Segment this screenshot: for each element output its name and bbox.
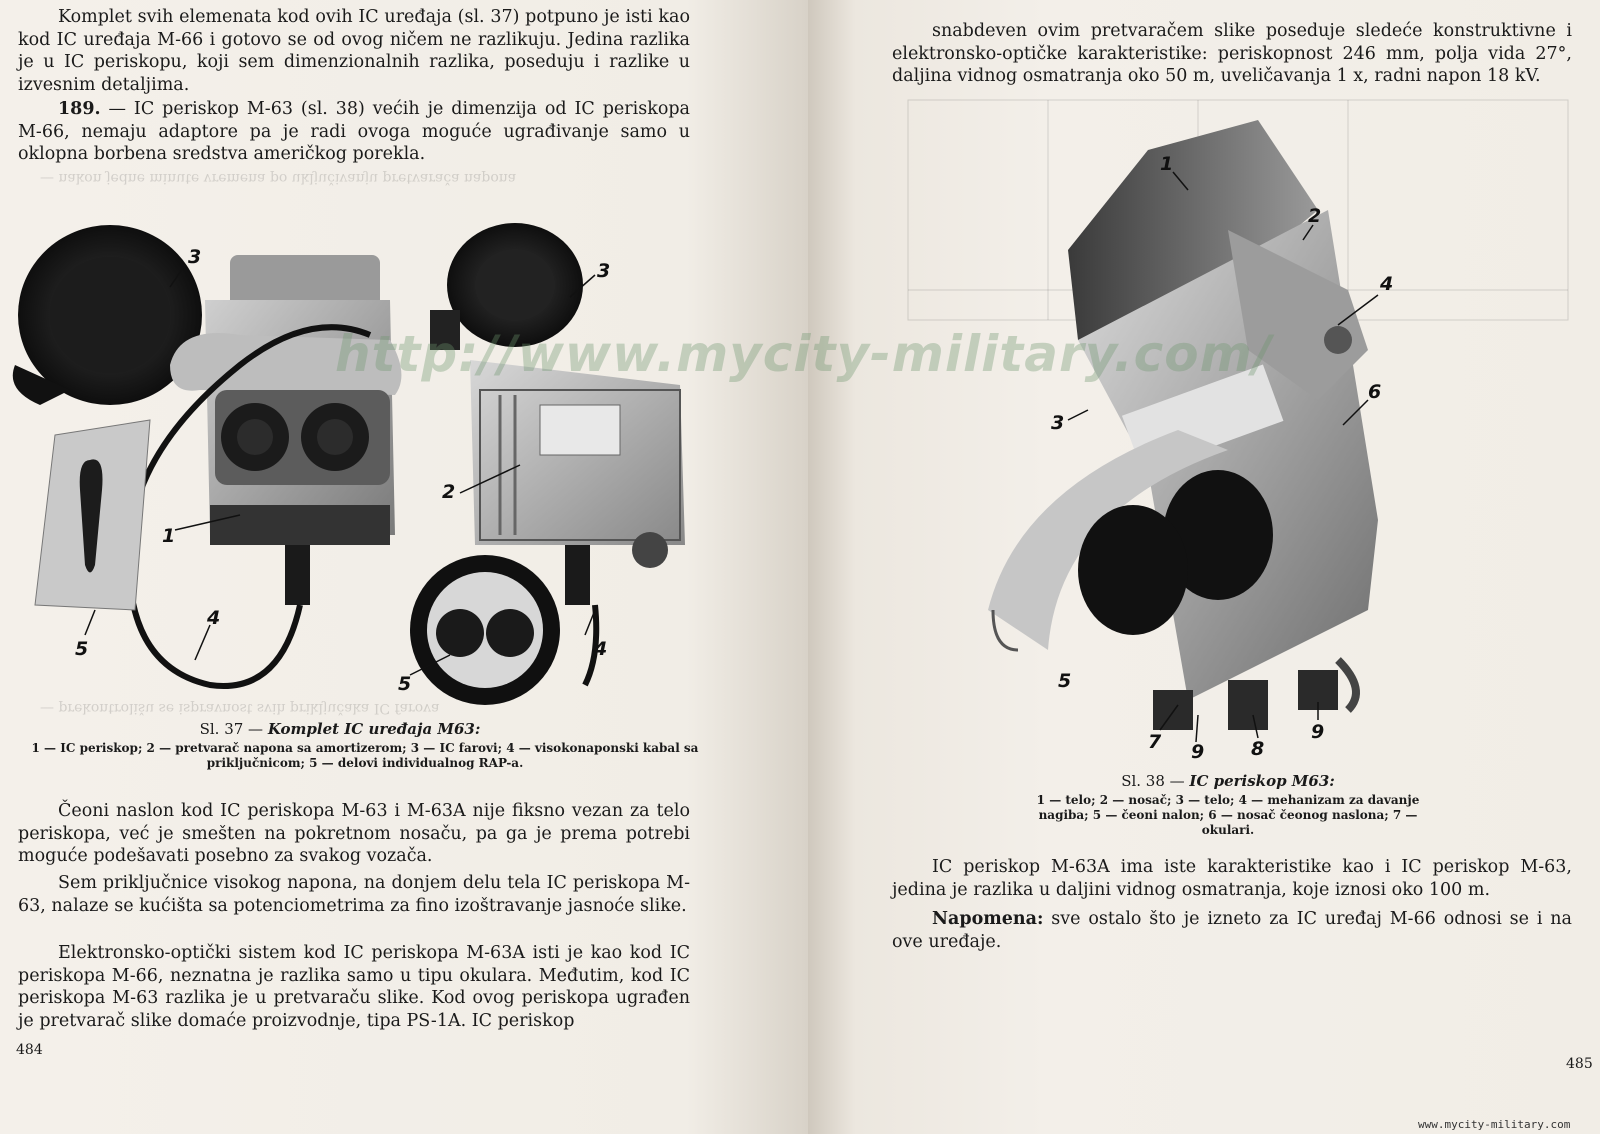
figure-38-photo	[898, 90, 1578, 780]
paragraph-number: 189.	[58, 99, 101, 119]
figure-37-callout: 4	[594, 638, 608, 660]
watermark-text: http://www.mycity-military.com/	[335, 325, 1272, 383]
paragraph-sem: Sem priključnice visokog napona, na donjem delu tela IC periskopa M-63, nalaze se kućišta sa potenciometrima za fino izoštravanje jasnoće slike.	[18, 873, 690, 916]
paragraph-m63a: IC periskop M-63A ima iste karakteristike kao i IC periskop M-63, jedina je razlika u daljini vidnog osmatranja, koje iznosi oko 100 m.	[892, 857, 1572, 900]
figure-37-callout: 3	[597, 260, 611, 282]
bleed-through-text: — prekontrolišu se ispravnost svih priključaka IC farova	[40, 700, 440, 716]
figure-37-photo	[10, 215, 700, 725]
figure-37-callout: 1	[162, 525, 176, 547]
paragraph-189: 189. — IC periskop M-63 (sl. 38) većih je dimenzija od IC periskopa M-66, nemaju adaptore pa je radi ovoga moguće ugrađivanje samo u oklopna borbena sredstva američkog porekla.	[18, 99, 690, 164]
figure-38-callout: 9	[1311, 721, 1325, 743]
bleed-through-text: — nakon jedne minute vremena po uključivanju pretvarača napona	[40, 170, 517, 186]
figure-37-callout: 4	[207, 607, 221, 629]
paragraph-elektronsko: Elektronsko-optički sistem kod IC periskopa M-63A isti je kao kod IC periskopa M-66, neznatna je razlika samo u tipu okulara. Međutim, kod IC periskopa M-63 razlika je u pretvaraču slike. Kod ovog periskopa ugrađen je pretvarač slike domaće proizvodnje, tipa PS-1A. IC periskop	[18, 943, 690, 1031]
paragraph-top: snabdeven ovim pretvaračem slike poseduje sledeće konstruktivne i elektronsko-optičke karakteristike: periskopnost 246 mm, polja vida 27°, daljina vidnog osmatranja oko 50 m, uveličavanja 1 x, radni napon 18 kV.	[892, 21, 1572, 86]
figure-38-callout: 9	[1191, 741, 1205, 763]
figure-37-callout: 2	[442, 481, 456, 503]
figure-38-callout: 3	[1051, 412, 1065, 434]
spare-eyepiece	[410, 555, 560, 705]
paragraph-ceoni: Čeoni naslon kod IC periskopa M-63 i M-63A nije fiksno vezan za telo periskopa, već je smešten na pokretnom nosaču, pa ga je prema potrebi moguće podešavati posebno za svakog vozača.	[18, 801, 690, 866]
page-number: 485	[1566, 1056, 1593, 1072]
page-number: 484	[16, 1042, 43, 1058]
right-page	[808, 0, 1600, 1134]
figure-37-title: Sl. 37 — Komplet IC uređaja M63:	[199, 720, 481, 738]
figure-38-callout: 2	[1308, 205, 1322, 227]
note-paragraph: Napomena: sve ostalo što je izneto za IC uređaj M-66 odnosi se i na ove uređaje.	[892, 909, 1572, 952]
figure-37-legend: 1 — IC periskop; 2 — pretvarač napona sa amortizerom; 3 — IC farovi; 4 — visokonaponski kabal sa priključnicom; 5 — delovi individualnog RAP-a.	[31, 741, 699, 770]
figure-37-callout: 5	[75, 638, 89, 660]
figure-37-callout: 3	[188, 246, 202, 268]
figure-38-title: Sl. 38 — IC periskop M63:	[1121, 772, 1335, 790]
figure-38-callout: 7	[1148, 731, 1162, 753]
ic-periscope-body	[170, 255, 401, 605]
figure-38-callout: 1	[1160, 153, 1174, 175]
note-label: Napomena:	[932, 909, 1044, 929]
paragraph-intro: Komplet svih elemenata kod ovih IC uređaja (sl. 37) potpuno je isti kao kod IC uređaja M-66 i gotovo se od ovog ničem ne razlikuju. Jedina razlika je u IC periskopu, koji sem dimenzionalnih razlika, poseduju i razlike u izvesnim detaljima.	[18, 7, 690, 95]
figure-38-callout: 6	[1368, 381, 1382, 403]
figure-38-legend: 1 — telo; 2 — nosač; 3 — telo; 4 — mehanizam za davanje nagiba; 5 — čeoni nalon; 6 — nosač čeonog naslona; 7 — okulari.	[1036, 793, 1420, 837]
figure-38-callout: 8	[1251, 738, 1265, 760]
figure-37-callout: 5	[398, 673, 412, 695]
figure-38-callout: 5	[1058, 670, 1072, 692]
footer-url: www.mycity-military.com	[1418, 1118, 1571, 1131]
rap-parts-box	[35, 420, 150, 610]
figure-38-callout: 4	[1380, 273, 1394, 295]
